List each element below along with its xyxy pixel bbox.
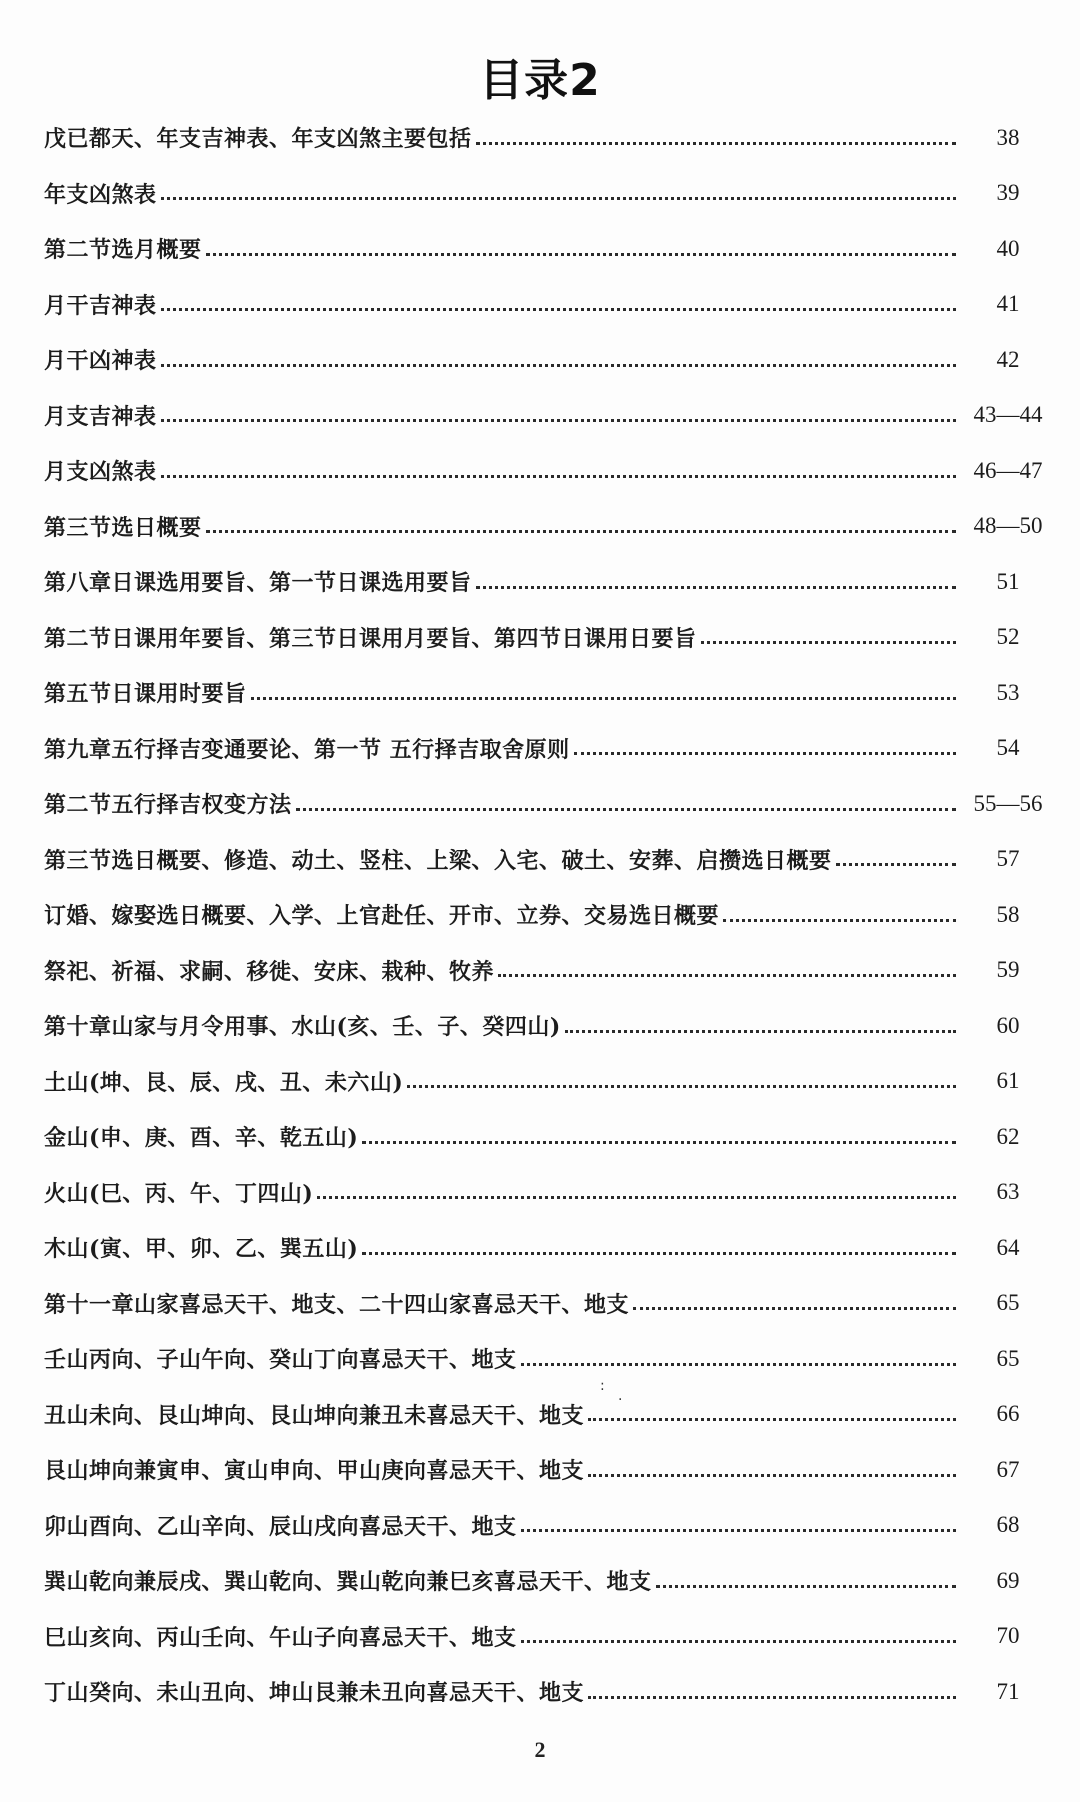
- dot-leader: [498, 971, 956, 977]
- toc-entry: [44, 1387, 1054, 1443]
- toc-entry-page: 41: [996, 291, 1020, 317]
- toc-entry-title: 第八章日课选用要旨、第一节日课选用要旨: [44, 570, 472, 597]
- toc-entry-title: 壬山丙向、子山午向、癸山丁向喜忌天干、地支: [44, 1347, 517, 1374]
- dot-leader: [161, 361, 956, 367]
- dot-leader: [588, 1415, 956, 1421]
- toc-entry: [44, 1664, 1054, 1720]
- toc-entry-title: 月支凶煞表: [44, 459, 157, 486]
- toc-entry-page: 63: [996, 1179, 1020, 1205]
- toc-entry-page: 65: [996, 1345, 1020, 1371]
- toc-entry-page: 57: [996, 846, 1020, 872]
- toc-entry-title: 年支凶煞表: [44, 181, 157, 208]
- toc-entry-page: 46—47: [973, 457, 1043, 483]
- toc-entry: [44, 1220, 1054, 1276]
- toc-entry-title: 丑山未向、艮山坤向、艮山坤向兼丑未喜忌天干、地支: [44, 1402, 585, 1429]
- toc-entry: [44, 776, 1054, 832]
- toc-entry: [44, 1054, 1054, 1110]
- dot-leader: [836, 860, 956, 866]
- toc-entry-title: 订婚、嫁娶选日概要、入学、上官赴任、开市、立券、交易选日概要: [44, 903, 720, 930]
- toc-entry-title: 月干吉神表: [44, 292, 157, 319]
- toc-entry-title: 巳山亥向、丙山壬向、午山子向喜忌天干、地支: [44, 1624, 517, 1651]
- toc-entry-page: 64: [996, 1234, 1020, 1260]
- toc-entry: [44, 277, 1054, 333]
- dot-leader: [656, 1582, 956, 1588]
- toc-entry: [44, 332, 1054, 388]
- toc-entry: [44, 1609, 1054, 1665]
- toc-entry: [44, 443, 1054, 499]
- toc-entry-title: 火山(巳、丙、午、丁四山): [44, 1180, 314, 1207]
- dot-leader: [251, 694, 956, 700]
- toc-entry-page: 68: [996, 1512, 1020, 1538]
- dot-leader: [476, 139, 956, 145]
- dot-leader: [588, 1471, 956, 1477]
- dot-leader: [296, 805, 956, 811]
- dot-leader: [161, 472, 956, 478]
- toc-entry: [44, 998, 1054, 1054]
- toc-entry: [44, 554, 1054, 610]
- toc-entry-title: 金山(申、庚、酉、辛、乾五山): [44, 1125, 359, 1152]
- toc-entry-title: 木山(寅、甲、卯、乙、巽五山): [44, 1236, 359, 1263]
- dot-leader: [407, 1082, 956, 1088]
- toc-entry: [44, 499, 1054, 555]
- toc-entry: [44, 887, 1054, 943]
- dot-leader: [701, 638, 956, 644]
- dot-leader: [206, 527, 956, 533]
- toc-entry-title: 艮山坤向兼寅申、寅山申向、甲山庚向喜忌天干、地支: [44, 1458, 585, 1485]
- toc-entry-page: 54: [996, 735, 1020, 761]
- toc-entry-page: 52: [996, 624, 1020, 650]
- page-title: 目录2: [479, 55, 601, 106]
- toc-entry: [44, 1331, 1054, 1387]
- toc-entry: [44, 1442, 1054, 1498]
- toc-entry-title: 卯山酉向、乙山辛向、辰山戌向喜忌天干、地支: [44, 1513, 517, 1540]
- scan-speck: .: [618, 1388, 623, 1404]
- toc-entry: [44, 221, 1054, 277]
- page-number: 2: [534, 1737, 546, 1762]
- toc-entry-page: 61: [996, 1068, 1020, 1094]
- toc-entry-page: 40: [996, 235, 1020, 261]
- toc-entry-page: 60: [996, 1012, 1020, 1038]
- dot-leader: [161, 416, 956, 422]
- toc-entry-page: 66: [996, 1401, 1020, 1427]
- table-of-contents: [44, 110, 1054, 1720]
- toc-entry-page: 70: [996, 1623, 1020, 1649]
- dot-leader: [206, 250, 956, 256]
- toc-entry-page: 38: [996, 124, 1020, 150]
- toc-entry: [44, 721, 1054, 777]
- toc-entry-title: 第二节选月概要: [44, 237, 202, 264]
- toc-entry-page: 42: [996, 346, 1020, 372]
- toc-entry: [44, 1498, 1054, 1554]
- toc-entry: [44, 1276, 1054, 1332]
- dot-leader: [161, 194, 956, 200]
- toc-entry-page: 58: [996, 901, 1020, 927]
- toc-entry-title: 第三节选日概要: [44, 514, 202, 541]
- toc-entry-title: 第二节日课用年要旨、第三节日课用月要旨、第四节日课用日要旨: [44, 625, 697, 652]
- toc-entry: [44, 388, 1054, 444]
- dot-leader: [565, 1027, 956, 1033]
- toc-entry-page: 43—44: [973, 402, 1043, 428]
- toc-entry-title: 第三节选日概要、修造、动土、竖柱、上梁、入宅、破土、安葬、启攒选日概要: [44, 847, 832, 874]
- toc-entry-page: 59: [996, 957, 1020, 983]
- toc-entry-page: 55—56: [973, 790, 1043, 816]
- dot-leader: [574, 749, 956, 755]
- dot-leader: [521, 1526, 956, 1532]
- toc-entry: [44, 832, 1054, 888]
- toc-entry-title: 第十一章山家喜忌天干、地支、二十四山家喜忌天干、地支: [44, 1291, 630, 1318]
- scan-speck: :: [600, 1378, 605, 1394]
- toc-entry: [44, 1553, 1054, 1609]
- dot-leader: [521, 1637, 956, 1643]
- toc-entry: [44, 1165, 1054, 1221]
- dot-leader: [362, 1249, 956, 1255]
- toc-entry-page: 69: [996, 1567, 1020, 1593]
- dot-leader: [161, 305, 956, 311]
- toc-entry-title: 丁山癸向、未山丑向、坤山艮兼未丑向喜忌天干、地支: [44, 1680, 585, 1707]
- toc-entry-page: 39: [996, 180, 1020, 206]
- dot-leader: [317, 1193, 956, 1199]
- toc-entry: [44, 166, 1054, 222]
- toc-entry-page: 51: [996, 568, 1020, 594]
- dot-leader: [476, 583, 956, 589]
- toc-entry-title: 第二节五行择吉权变方法: [44, 792, 292, 819]
- dot-leader: [521, 1360, 956, 1366]
- toc-entry-title: 月支吉神表: [44, 403, 157, 430]
- toc-entry-title: 土山(坤、艮、辰、戌、丑、未六山): [44, 1069, 404, 1096]
- toc-entry: [44, 943, 1054, 999]
- dot-leader: [723, 916, 956, 922]
- toc-entry-title: 第十章山家与月令用事、水山(亥、壬、子、癸四山): [44, 1014, 561, 1041]
- toc-entry-title: 第九章五行择吉变通要论、第一节 五行择吉取舍原则: [44, 736, 570, 763]
- toc-entry-title: 月干凶神表: [44, 348, 157, 375]
- dot-leader: [633, 1304, 956, 1310]
- dot-leader: [588, 1693, 956, 1699]
- toc-entry-page: 71: [996, 1678, 1020, 1704]
- toc-entry-page: 62: [996, 1123, 1020, 1149]
- toc-entry-title: 巽山乾向兼辰戌、巽山乾向、巽山乾向兼巳亥喜忌天干、地支: [44, 1569, 652, 1596]
- toc-entry-page: 48—50: [973, 513, 1043, 539]
- toc-entry: [44, 110, 1054, 166]
- toc-entry: [44, 1109, 1054, 1165]
- toc-entry-title: 祭祀、祈福、求嗣、移徙、安床、栽种、牧养: [44, 958, 495, 985]
- toc-entry: [44, 610, 1054, 666]
- toc-entry-title: 第五节日课用时要旨: [44, 681, 247, 708]
- dot-leader: [362, 1138, 956, 1144]
- toc-entry-page: 53: [996, 679, 1020, 705]
- toc-entry-page: 65: [996, 1290, 1020, 1316]
- toc-entry-title: 戊已都天、年支吉神表、年支凶煞主要包括: [44, 126, 472, 153]
- toc-entry: [44, 665, 1054, 721]
- toc-entry-page: 67: [996, 1456, 1020, 1482]
